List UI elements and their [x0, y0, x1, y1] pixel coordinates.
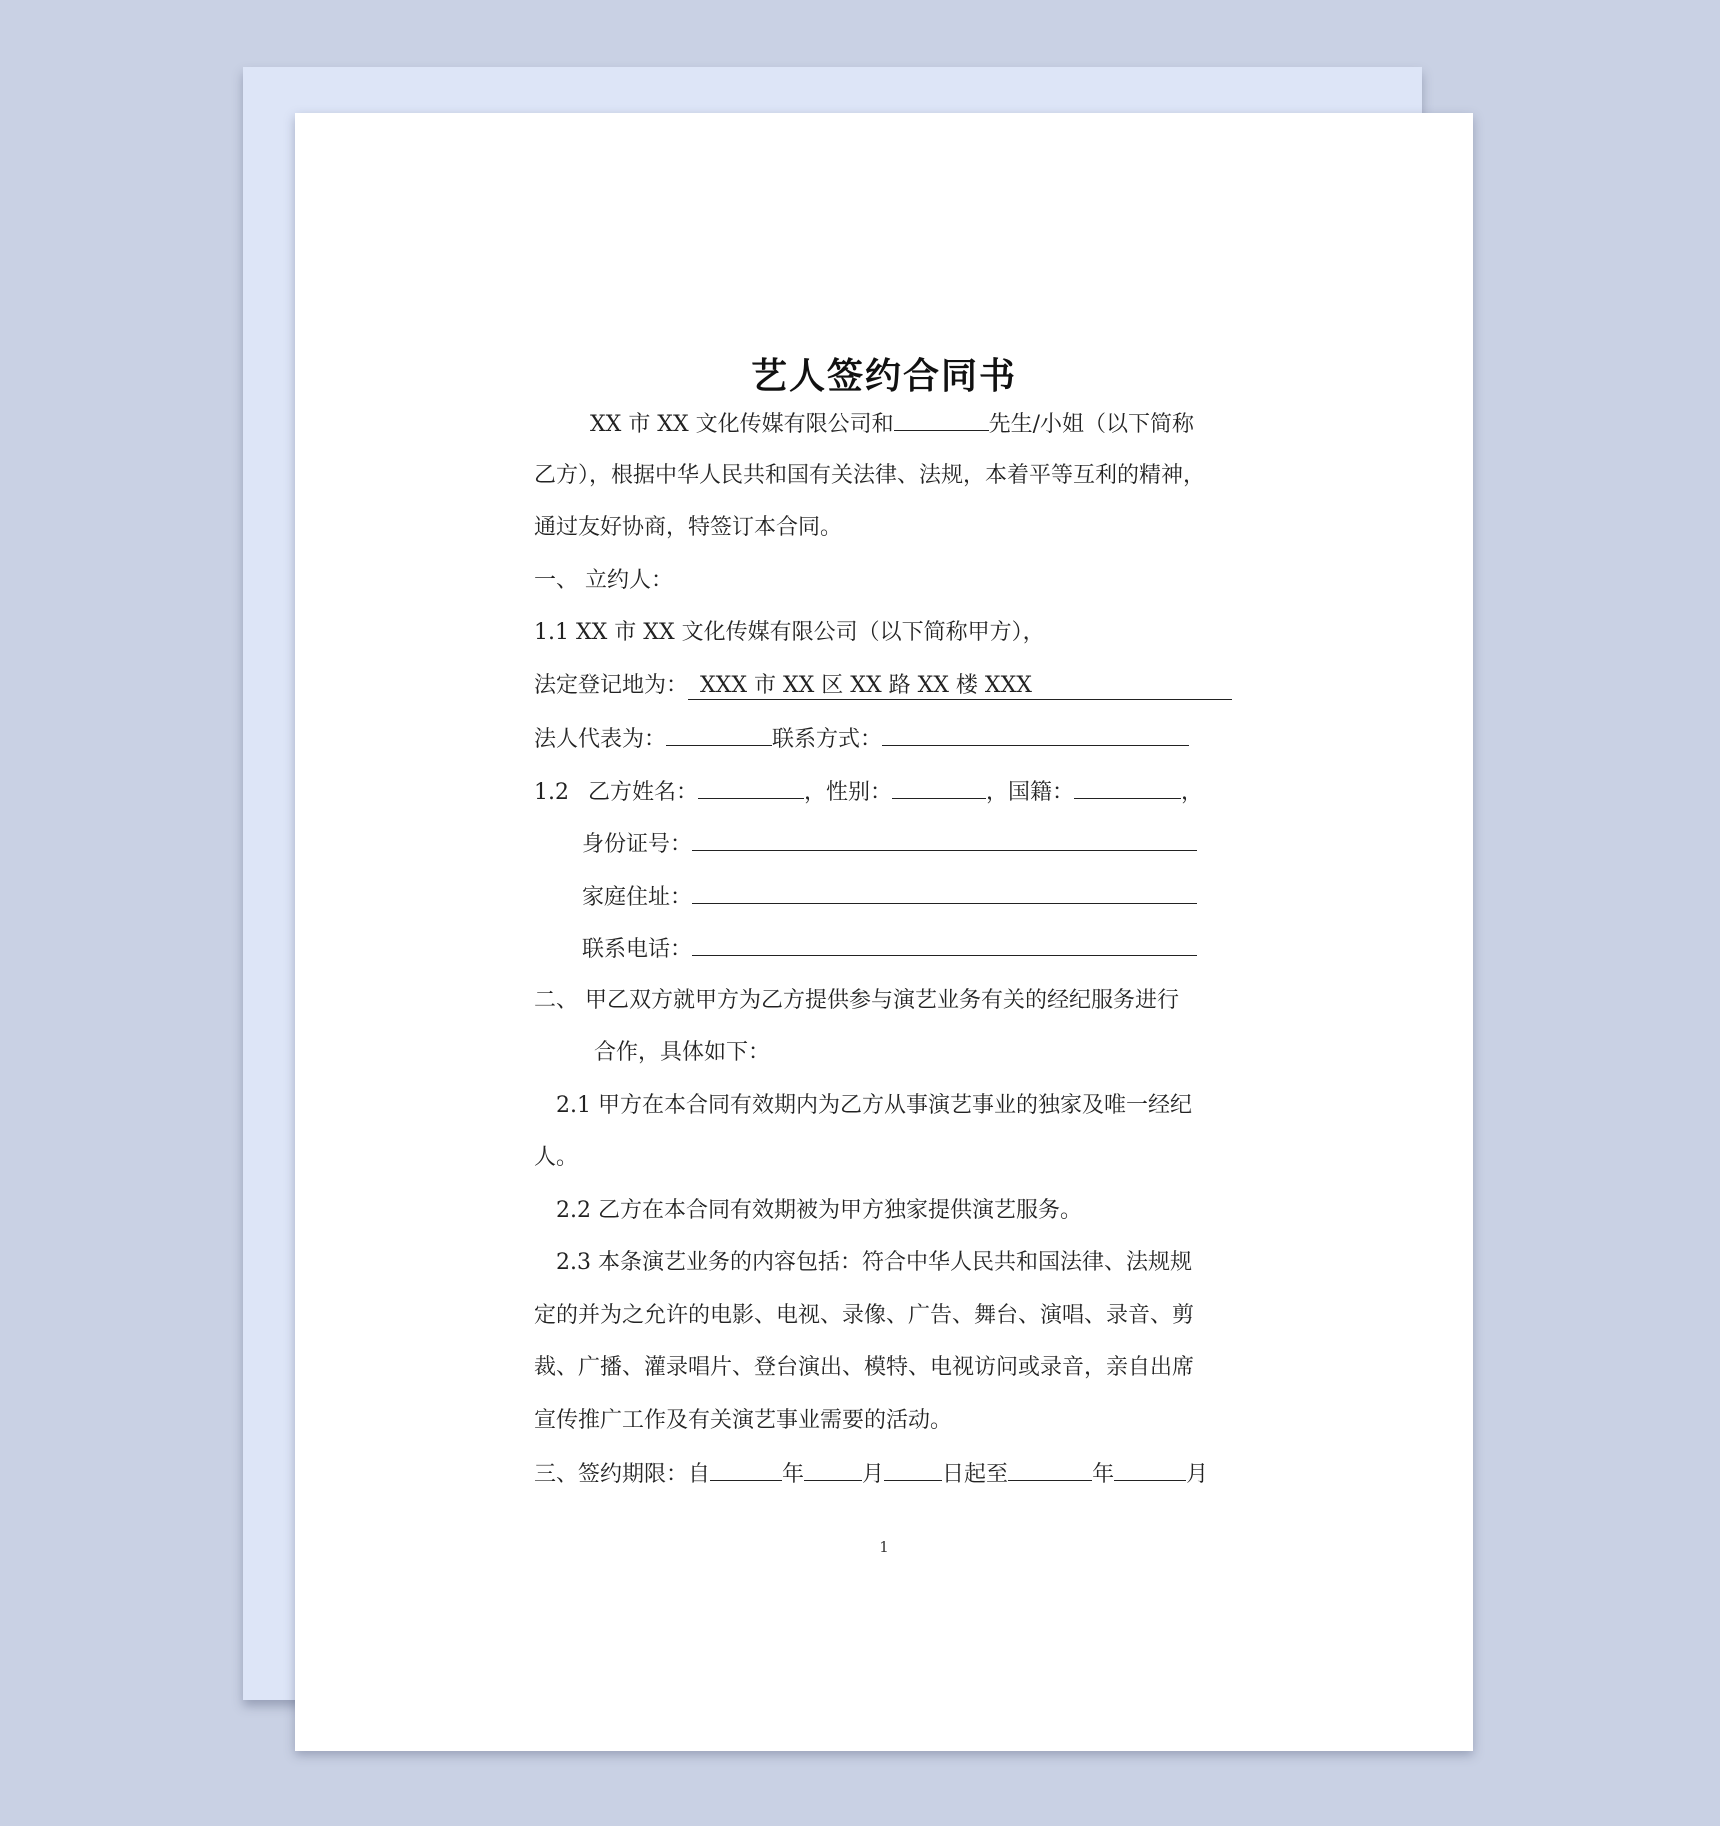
name-label: 乙方姓名：: [588, 780, 699, 805]
clause-1-2-number: 1.2: [534, 780, 569, 805]
gender-blank: [892, 776, 986, 799]
phone-blank: [692, 933, 1197, 956]
year-label-2: 年: [1092, 1462, 1115, 1487]
id-number-label: 身份证号：: [582, 832, 693, 857]
legal-rep-row: [534, 723, 1189, 755]
section-2-heading-cont: 合作，具体如下：: [594, 1040, 771, 1065]
gender-label: ，性别：: [804, 780, 893, 805]
term-label: 三、签约期限：自: [534, 1462, 711, 1487]
contact-blank: [882, 723, 1189, 746]
name-blank: [698, 776, 804, 799]
clause-2-3-cont-2: 裁、广播、灌录唱片、登台演出、模特、电视访问或录音，亲自出席: [534, 1355, 1195, 1380]
start-day-blank: [884, 1458, 942, 1481]
clause-2-3: 2.3 本条演艺业务的内容包括：符合中华人民共和国法律、法规规: [556, 1250, 1192, 1275]
phone-label: 联系电话：: [582, 937, 693, 962]
intro-line-1: [590, 408, 1194, 440]
year-label-1: 年: [782, 1462, 805, 1487]
start-month-blank: [804, 1458, 862, 1481]
start-year-blank: [710, 1458, 782, 1481]
home-address-label: 家庭住址：: [582, 885, 693, 910]
month-label-1: 月: [862, 1462, 885, 1487]
page-number: 1: [879, 1538, 889, 1556]
clause-1-1: 1.1 XX 市 XX 文化传媒有限公司（以下简称甲方），: [534, 620, 1045, 645]
phone-row: [582, 933, 1197, 965]
clause-2-3-cont-1: 定的并为之允许的电影、电视、录像、广告、舞台、演唱、录音、剪: [534, 1303, 1195, 1328]
end-month-blank: [1114, 1458, 1186, 1481]
nationality-label: ，国籍：: [986, 780, 1075, 805]
document-page: [295, 113, 1473, 1751]
clause-2-3-cont-3: 宣传推广工作及有关演艺事业需要的活动。: [534, 1408, 953, 1433]
section-2-heading: 二、 甲乙双方就甲方为乙方提供参与演艺业务有关的经纪服务进行: [534, 988, 1179, 1013]
section-1-heading: 一、 立约人：: [534, 568, 673, 593]
end-year-blank: [1008, 1458, 1092, 1481]
home-address-row: [582, 881, 1197, 913]
intro-line-2: 乙方），根据中华人民共和国有关法律、法规，本着平等互利的精神，: [534, 463, 1206, 488]
intro-party-b: 先生/小姐（以下简称: [988, 412, 1195, 437]
registered-address-value: XXX 市 XX 区 XX 路 XX 楼 XXX: [688, 673, 1232, 700]
intro-party-a: XX 市 XX 文化传媒有限公司和: [590, 412, 894, 437]
party-b-info-row: [534, 776, 1203, 808]
month-label-2: 月: [1186, 1462, 1209, 1487]
document-title: 艺人签约合同书: [750, 355, 1017, 397]
home-address-blank: [692, 881, 1197, 904]
trailing-comma: ，: [1181, 780, 1204, 805]
clause-2-1: 2.1 甲方在本合同有效期内为乙方从事演艺事业的独家及唯一经纪: [556, 1093, 1192, 1118]
id-number-blank: [692, 828, 1197, 851]
section-3-term-row: [534, 1458, 1208, 1490]
registered-address-row: [534, 671, 1232, 701]
party-b-name-blank: [894, 408, 989, 431]
registered-address-label: 法定登记地为：: [534, 673, 689, 698]
contact-label: 联系方式：: [772, 727, 883, 752]
clause-2-1-cont: 人。: [534, 1145, 579, 1170]
clause-2-2: 2.2 乙方在本合同有效期被为甲方独家提供演艺服务。: [556, 1198, 1082, 1223]
intro-line-3: 通过友好协商，特签订本合同。: [534, 515, 843, 540]
nationality-blank: [1074, 776, 1181, 799]
day-from-label: 日起至: [942, 1462, 1009, 1487]
legal-rep-blank: [666, 723, 772, 746]
id-number-row: [582, 828, 1197, 860]
legal-rep-label: 法人代表为：: [534, 727, 667, 752]
